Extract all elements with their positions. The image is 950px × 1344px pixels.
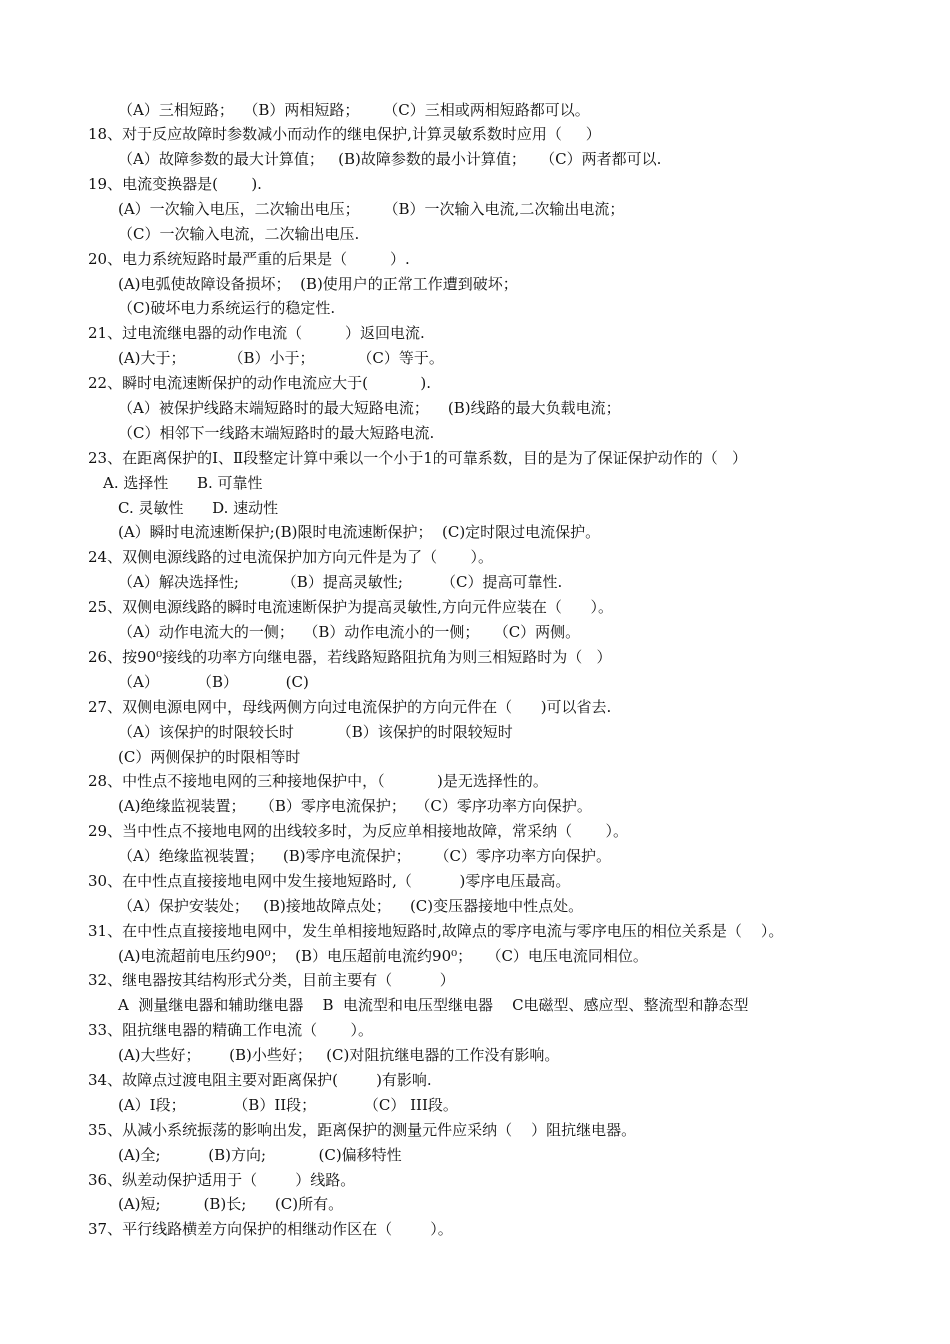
option-line: (A)电弧使故障设备损坏； (B)使用户的正常工作遭到破坏； (118, 275, 518, 293)
option-line: (A）I段； （B）II段； （C） III段。 (118, 1096, 458, 1114)
question-24: 24、双侧电源线路的过电流保护加方向元件是为了（ ）。 (88, 548, 493, 566)
option-line: A 测量继电器和辅助继电器 B 电流型和电压型继电器 C电磁型、感应型、整流型和静态型 (118, 996, 749, 1014)
question-31: 31、在中性点直接接地电网中，发生单相接地短路时,故障点的零序电流与零序电压的相位关系是（ ）。 (88, 922, 784, 940)
question-18: 18、对于反应故障时参数减小而动作的继电保护,计算灵敏系数时应用（ ） (88, 125, 601, 143)
option-line: （C）相邻下一线路末端短路时的最大短路电流. (118, 424, 435, 442)
option-line: （A）保护安装处； (B)接地故障点处； (C)变压器接地中性点处。 (118, 897, 584, 915)
question-36: 36、纵差动保护适用于（ ）线路。 (88, 1171, 356, 1189)
option-line: （A）三相短路； （B）两相短路； （C）三相或两相短路都可以。 (118, 101, 590, 119)
option-line: （A）解决选择性; （B）提高灵敏性; （C）提高可靠性. (118, 573, 563, 591)
question-33: 33、阻抗继电器的精确工作电流（ ）。 (88, 1021, 373, 1039)
option-line: （A）被保护线路末端短路时的最大短路电流； (B)线路的最大负载电流； (118, 399, 621, 417)
option-line: (A)全; (B)方向; (C)偏移特性 (118, 1146, 402, 1164)
option-line: (C）两侧保护的时限相等时 (118, 748, 301, 766)
question-25: 25、双侧电源线路的瞬时电流速断保护为提高灵敏性,方向元件应装在（ ）。 (88, 598, 613, 616)
option-line: （A）该保护的时限较长时 （B）该保护的时限较短时 (118, 723, 513, 741)
question-35: 35、从减小系统振荡的影响出发，距离保护的测量元件应采纳（ ）阻抗继电器。 (88, 1121, 637, 1139)
question-20: 20、电力系统短路时最严重的后果是（ ）. (88, 250, 410, 268)
question-34: 34、故障点过渡电阻主要对距离保护( )有影响. (88, 1071, 432, 1089)
question-19: 19、电流变换器是( ). (88, 175, 262, 193)
question-30: 30、在中性点直接接地电网中发生接地短路时,（ )零序电压最高。 (88, 872, 571, 890)
option-line: (A）瞬时电流速断保护;(B)限时电流速断保护； (C)定时限过电流保护。 (118, 523, 601, 541)
question-23: 23、在距离保护的Ⅰ、Ⅱ段整定计算中乘以一个小于1的可靠系数，目的是为了保证保护动作的（ ） (88, 449, 748, 467)
option-line: （A）动作电流大的一侧； （B）动作电流小的一侧； （C）两侧。 (118, 623, 581, 641)
question-37: 37、平行线路横差方向保护的相继动作区在（ ）。 (88, 1220, 453, 1238)
question-21: 21、过电流继电器的动作电流（ ）返回电流. (88, 324, 425, 342)
question-27: 27、双侧电源电网中，母线两侧方向过电流保护的方向元件在（ )可以省去. (88, 698, 612, 716)
question-26: 26、按90⁰接线的功率方向继电器，若线路短路阻抗角为则三相短路时为（ ） (88, 648, 612, 666)
option-line: (A)大于； （B）小于； （C）等于。 (118, 349, 444, 367)
question-28: 28、中性点不接地电网的三种接地保护中，（ )是无选择性的。 (88, 772, 548, 790)
option-line: (A)短; (B)长; (C)所有。 (118, 1195, 344, 1213)
option-line: A. 选择性 B. 可靠性 (103, 474, 263, 492)
question-32: 32、继电器按其结构形式分类，目前主要有（ ） (88, 971, 455, 989)
question-22: 22、瞬时电流速断保护的动作电流应大于( ). (88, 374, 432, 392)
option-line: （A） （B） (C) (118, 673, 309, 691)
option-line: (A)大些好； (B)小些好； (C)对阻抗继电器的工作没有影响。 (118, 1046, 560, 1064)
option-line: （C)破坏电力系统运行的稳定性. (118, 299, 336, 317)
option-line: （C）一次输入电流，二次输出电压. (118, 225, 360, 243)
option-line: C. 灵敏性 D. 速动性 (118, 499, 279, 517)
option-line: (A)绝缘监视装置； （B）零序电流保护； （C）零序功率方向保护。 (118, 797, 592, 815)
question-29: 29、当中性点不接地电网的出线较多时，为反应单相接地故障，常采纳（ ）。 (88, 822, 628, 840)
option-line: （A）绝缘监视装置； (B)零序电流保护； （C）零序功率方向保护。 (118, 847, 611, 865)
option-line: (A）一次输入电压，二次输出电压； （B）一次输入电流,二次输出电流； (118, 200, 625, 218)
option-line: （A）故障参数的最大计算值； (B)故障参数的最小计算值； （C）两者都可以. (118, 150, 662, 168)
option-line: (A)电流超前电压约90⁰； (B）电压超前电流约90⁰； （C）电压电流同相位。 (118, 947, 648, 965)
